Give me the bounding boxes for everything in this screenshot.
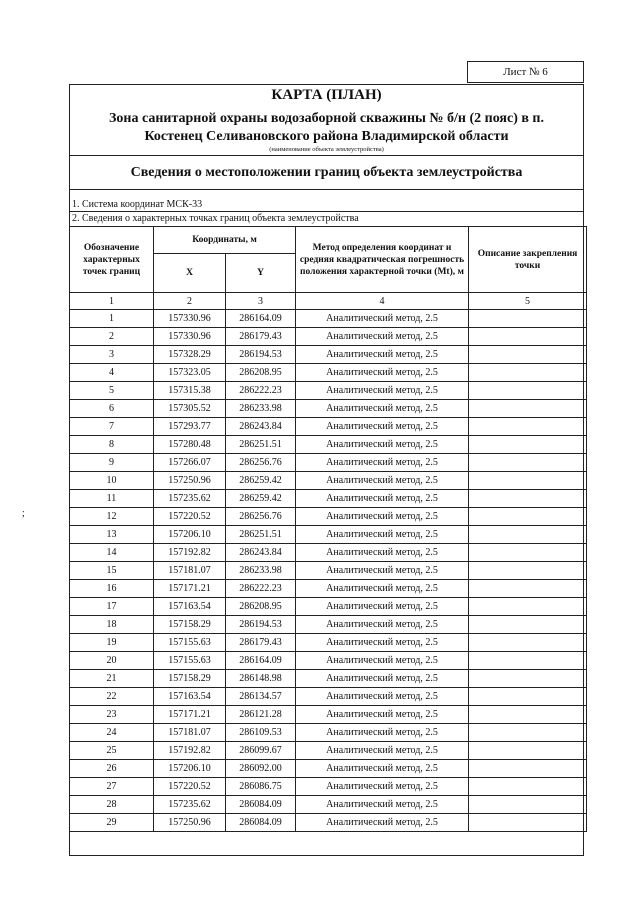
y-coordinate-cell: 286233.98 [226, 562, 296, 580]
info-divider [70, 211, 583, 212]
description-cell [469, 706, 587, 724]
y-coordinate-cell: 286243.84 [226, 418, 296, 436]
x-coordinate-cell: 157192.82 [154, 742, 226, 760]
description-cell [469, 346, 587, 364]
method-cell: Аналитический метод, 2.5 [296, 454, 469, 472]
description-cell [469, 454, 587, 472]
column-number: 5 [469, 293, 587, 310]
method-cell: Аналитический метод, 2.5 [296, 544, 469, 562]
point-number-cell: 25 [70, 742, 154, 760]
header-x: X [154, 254, 226, 293]
y-coordinate-cell: 286243.84 [226, 544, 296, 562]
section-title: Сведения о местоположении границ объекта землеустройства [130, 165, 523, 180]
y-coordinate-cell: 286259.42 [226, 472, 296, 490]
description-cell [469, 328, 587, 346]
header-y: Y [226, 254, 296, 293]
table-row [70, 742, 587, 760]
boundary-points-table [69, 226, 587, 832]
point-number-cell: 6 [70, 400, 154, 418]
table-row [70, 382, 587, 400]
table-row [70, 778, 587, 796]
table-row [70, 562, 587, 580]
description-cell [469, 490, 587, 508]
y-coordinate-cell: 286251.51 [226, 526, 296, 544]
x-coordinate-cell: 157328.29 [154, 346, 226, 364]
y-coordinate-cell: 286148.98 [226, 670, 296, 688]
x-coordinate-cell: 157206.10 [154, 526, 226, 544]
table-row [70, 472, 587, 490]
method-cell: Аналитический метод, 2.5 [296, 562, 469, 580]
object-name-line1: Зона санитарной охраны водозаборной скважины № б/н (2 пояс) в п. [109, 111, 544, 126]
y-coordinate-cell: 286084.09 [226, 814, 296, 832]
description-cell [469, 310, 587, 328]
method-cell: Аналитический метод, 2.5 [296, 652, 469, 670]
point-number-cell: 15 [70, 562, 154, 580]
description-cell [469, 616, 587, 634]
y-coordinate-cell: 286084.09 [226, 796, 296, 814]
x-coordinate-cell: 157293.77 [154, 418, 226, 436]
method-cell: Аналитический метод, 2.5 [296, 724, 469, 742]
header-coordinates: Координаты, м [154, 227, 296, 254]
point-number-cell: 29 [70, 814, 154, 832]
column-number: 1 [70, 293, 154, 310]
object-name-line2: Костенец Селивановского района Владимирской области [144, 129, 509, 144]
y-coordinate-cell: 286256.76 [226, 454, 296, 472]
y-coordinate-cell: 286179.43 [226, 634, 296, 652]
method-cell: Аналитический метод, 2.5 [296, 634, 469, 652]
description-cell [469, 544, 587, 562]
y-coordinate-cell: 286109.53 [226, 724, 296, 742]
description-cell [469, 400, 587, 418]
point-number-cell: 22 [70, 688, 154, 706]
y-coordinate-cell: 286134.57 [226, 688, 296, 706]
x-coordinate-cell: 157280.48 [154, 436, 226, 454]
x-coordinate-cell: 157250.96 [154, 472, 226, 490]
sheet-number-box [467, 61, 584, 83]
column-number: 3 [226, 293, 296, 310]
method-cell: Аналитический метод, 2.5 [296, 328, 469, 346]
y-coordinate-cell: 286222.23 [226, 382, 296, 400]
point-number-cell: 10 [70, 472, 154, 490]
coord-system-line: 1. Система координат МСК-33 [72, 199, 203, 210]
x-coordinate-cell: 157315.38 [154, 382, 226, 400]
table-row [70, 634, 587, 652]
method-cell: Аналитический метод, 2.5 [296, 310, 469, 328]
description-cell [469, 382, 587, 400]
point-number-cell: 13 [70, 526, 154, 544]
description-cell [469, 598, 587, 616]
y-coordinate-cell: 286251.51 [226, 436, 296, 454]
table-row [70, 454, 587, 472]
column-number: 2 [154, 293, 226, 310]
point-number-cell: 12 [70, 508, 154, 526]
x-coordinate-cell: 157155.63 [154, 634, 226, 652]
x-coordinate-cell: 157330.96 [154, 328, 226, 346]
description-cell [469, 472, 587, 490]
document-title: КАРТА (ПЛАН) [271, 87, 382, 103]
x-coordinate-cell: 157163.54 [154, 688, 226, 706]
description-cell [469, 796, 587, 814]
y-coordinate-cell: 286233.98 [226, 400, 296, 418]
method-cell: Аналитический метод, 2.5 [296, 472, 469, 490]
x-coordinate-cell: 157206.10 [154, 760, 226, 778]
point-number-cell: 1 [70, 310, 154, 328]
point-number-cell: 9 [70, 454, 154, 472]
method-cell: Аналитический метод, 2.5 [296, 382, 469, 400]
x-coordinate-cell: 157250.96 [154, 814, 226, 832]
x-coordinate-cell: 157158.29 [154, 670, 226, 688]
point-number-cell: 2 [70, 328, 154, 346]
table-row [70, 508, 587, 526]
document-frame [69, 84, 584, 856]
x-coordinate-cell: 157163.54 [154, 598, 226, 616]
point-number-cell: 17 [70, 598, 154, 616]
y-coordinate-cell: 286194.53 [226, 616, 296, 634]
table-row [70, 580, 587, 598]
table-row [70, 364, 587, 382]
y-coordinate-cell: 286208.95 [226, 598, 296, 616]
column-number: 4 [296, 293, 469, 310]
method-cell: Аналитический метод, 2.5 [296, 706, 469, 724]
x-coordinate-cell: 157220.52 [154, 778, 226, 796]
header-designation: Обозначение характерных точек границ [70, 227, 154, 293]
point-number-cell: 23 [70, 706, 154, 724]
point-number-cell: 24 [70, 724, 154, 742]
method-cell: Аналитический метод, 2.5 [296, 418, 469, 436]
x-coordinate-cell: 157158.29 [154, 616, 226, 634]
method-cell: Аналитический метод, 2.5 [296, 508, 469, 526]
x-coordinate-cell: 157171.21 [154, 706, 226, 724]
table-row [70, 598, 587, 616]
table-row [70, 346, 587, 364]
method-cell: Аналитический метод, 2.5 [296, 742, 469, 760]
y-coordinate-cell: 286179.43 [226, 328, 296, 346]
method-cell: Аналитический метод, 2.5 [296, 526, 469, 544]
point-number-cell: 21 [70, 670, 154, 688]
description-cell [469, 742, 587, 760]
table-row [70, 418, 587, 436]
description-cell [469, 526, 587, 544]
x-coordinate-cell: 157305.52 [154, 400, 226, 418]
table-row [70, 436, 587, 454]
description-cell [469, 670, 587, 688]
method-cell: Аналитический метод, 2.5 [296, 400, 469, 418]
method-cell: Аналитический метод, 2.5 [296, 688, 469, 706]
y-coordinate-cell: 286222.23 [226, 580, 296, 598]
point-number-cell: 16 [70, 580, 154, 598]
point-number-cell: 27 [70, 778, 154, 796]
table-row [70, 616, 587, 634]
y-coordinate-cell: 286099.67 [226, 742, 296, 760]
description-cell [469, 688, 587, 706]
method-cell: Аналитический метод, 2.5 [296, 346, 469, 364]
description-cell [469, 364, 587, 382]
description-cell [469, 760, 587, 778]
table-row [70, 328, 587, 346]
method-cell: Аналитический метод, 2.5 [296, 580, 469, 598]
point-number-cell: 11 [70, 490, 154, 508]
method-cell: Аналитический метод, 2.5 [296, 670, 469, 688]
point-number-cell: 3 [70, 346, 154, 364]
table-row [70, 814, 587, 832]
x-coordinate-cell: 157181.07 [154, 562, 226, 580]
point-number-cell: 4 [70, 364, 154, 382]
table-row [70, 652, 587, 670]
method-cell: Аналитический метод, 2.5 [296, 436, 469, 454]
header-method: Метод определения координат и средняя квадратическая погрешность положения характерной точки (Mt), м [296, 227, 469, 293]
description-cell [469, 814, 587, 832]
y-coordinate-cell: 286121.28 [226, 706, 296, 724]
table-row [70, 724, 587, 742]
y-coordinate-cell: 286086.75 [226, 778, 296, 796]
x-coordinate-cell: 157266.07 [154, 454, 226, 472]
table-row [70, 688, 587, 706]
x-coordinate-cell: 157235.62 [154, 490, 226, 508]
method-cell: Аналитический метод, 2.5 [296, 778, 469, 796]
points-caption: 2. Сведения о характерных точках границ объекта землеустройства [72, 213, 359, 224]
description-cell [469, 724, 587, 742]
x-coordinate-cell: 157181.07 [154, 724, 226, 742]
x-coordinate-cell: 157330.96 [154, 310, 226, 328]
table-row [70, 526, 587, 544]
x-coordinate-cell: 157323.05 [154, 364, 226, 382]
method-cell: Аналитический метод, 2.5 [296, 490, 469, 508]
x-coordinate-cell: 157155.63 [154, 652, 226, 670]
description-cell [469, 634, 587, 652]
sheet-number: Лист № 6 [503, 66, 548, 78]
section-divider [70, 189, 583, 190]
y-coordinate-cell: 286208.95 [226, 364, 296, 382]
point-number-cell: 20 [70, 652, 154, 670]
y-coordinate-cell: 286259.42 [226, 490, 296, 508]
table-row [70, 490, 587, 508]
table-row [70, 544, 587, 562]
description-cell [469, 778, 587, 796]
description-cell [469, 436, 587, 454]
y-coordinate-cell: 286164.09 [226, 652, 296, 670]
header-description: Описание закрепления точки [469, 227, 587, 293]
method-cell: Аналитический метод, 2.5 [296, 598, 469, 616]
x-coordinate-cell: 157192.82 [154, 544, 226, 562]
table-row [70, 400, 587, 418]
point-number-cell: 19 [70, 634, 154, 652]
x-coordinate-cell: 157235.62 [154, 796, 226, 814]
y-coordinate-cell: 286164.09 [226, 310, 296, 328]
header-divider [70, 155, 583, 156]
point-number-cell: 5 [70, 382, 154, 400]
point-number-cell: 14 [70, 544, 154, 562]
table-row [70, 760, 587, 778]
y-coordinate-cell: 286256.76 [226, 508, 296, 526]
x-coordinate-cell: 157220.52 [154, 508, 226, 526]
stray-mark: ; [22, 508, 25, 519]
method-cell: Аналитический метод, 2.5 [296, 616, 469, 634]
description-cell [469, 508, 587, 526]
point-number-cell: 28 [70, 796, 154, 814]
method-cell: Аналитический метод, 2.5 [296, 796, 469, 814]
y-coordinate-cell: 286194.53 [226, 346, 296, 364]
description-cell [469, 418, 587, 436]
y-coordinate-cell: 286092.00 [226, 760, 296, 778]
description-cell [469, 580, 587, 598]
table-row [70, 670, 587, 688]
point-number-cell: 8 [70, 436, 154, 454]
point-number-cell: 18 [70, 616, 154, 634]
method-cell: Аналитический метод, 2.5 [296, 364, 469, 382]
method-cell: Аналитический метод, 2.5 [296, 814, 469, 832]
table-row [70, 796, 587, 814]
description-cell [469, 562, 587, 580]
description-cell [469, 652, 587, 670]
point-number-cell: 26 [70, 760, 154, 778]
x-coordinate-cell: 157171.21 [154, 580, 226, 598]
method-cell: Аналитический метод, 2.5 [296, 760, 469, 778]
table-row [70, 310, 587, 328]
point-number-cell: 7 [70, 418, 154, 436]
table-body [70, 310, 587, 832]
table-row [70, 706, 587, 724]
object-name-caption: (наименование объекта землеустройства) [269, 146, 384, 153]
